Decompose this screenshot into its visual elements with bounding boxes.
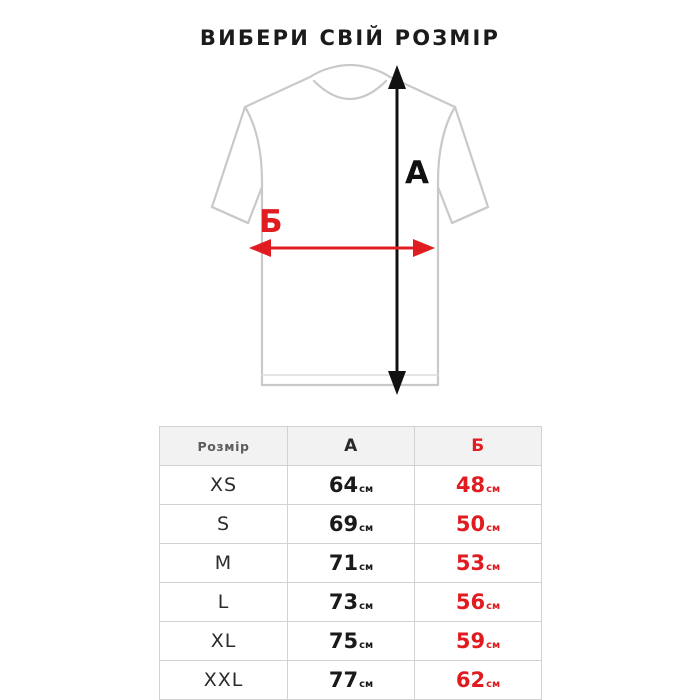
cell-size: L (160, 583, 288, 622)
unit-label: см (486, 484, 501, 495)
size-table-container (159, 426, 541, 700)
tshirt-outline-icon (150, 55, 550, 405)
value-a: 64 (328, 473, 359, 497)
cell-value-b (415, 583, 542, 622)
unit-label: см (359, 640, 374, 651)
cell-value-a (288, 583, 415, 622)
column-header-size: Розмір (160, 427, 288, 466)
cell-size: XL (160, 622, 288, 661)
cell-size: XS (160, 466, 288, 505)
value-b: 59 (455, 629, 486, 653)
cell-value-a (288, 622, 415, 661)
value-b: 56 (455, 590, 486, 614)
value-a: 69 (328, 512, 359, 536)
value-a: 71 (328, 551, 359, 575)
unit-label: см (486, 640, 501, 651)
value-b: 48 (455, 473, 486, 497)
table-row (160, 622, 542, 661)
page-title: ВИБЕРИ СВІЙ РОЗМІР (199, 26, 501, 50)
cell-value-a (288, 466, 415, 505)
unit-label: см (486, 562, 501, 573)
table-row (160, 583, 542, 622)
value-a: 75 (328, 629, 359, 653)
value-b: 50 (455, 512, 486, 536)
column-header-b: Б (415, 427, 542, 466)
value-a: 77 (328, 668, 359, 692)
value-b: 53 (455, 551, 486, 575)
table-header-row (160, 427, 542, 466)
measure-label-a: А (405, 155, 429, 191)
cell-value-b (415, 544, 542, 583)
cell-value-a (288, 661, 415, 700)
measure-label-b: Б (259, 204, 283, 240)
tshirt-measurement-diagram (150, 55, 550, 405)
cell-size: XXL (160, 661, 288, 700)
column-header-a: А (288, 427, 415, 466)
unit-label: см (486, 523, 501, 534)
cell-value-b (415, 466, 542, 505)
cell-size: S (160, 505, 288, 544)
cell-value-a (288, 505, 415, 544)
value-a: 73 (328, 590, 359, 614)
unit-label: см (359, 679, 374, 690)
table-row (160, 466, 542, 505)
horizontal-double-arrow-icon (245, 233, 545, 263)
value-b: 62 (455, 668, 486, 692)
table-row (160, 661, 542, 700)
cell-value-a (288, 544, 415, 583)
size-table (159, 426, 542, 700)
cell-value-b (415, 505, 542, 544)
unit-label: см (359, 601, 374, 612)
unit-label: см (359, 523, 374, 534)
unit-label: см (486, 601, 501, 612)
cell-value-b (415, 622, 542, 661)
table-row (160, 544, 542, 583)
unit-label: см (359, 484, 374, 495)
unit-label: см (359, 562, 374, 573)
unit-label: см (486, 679, 501, 690)
table-row (160, 505, 542, 544)
vertical-double-arrow-icon (382, 55, 412, 405)
cell-size: M (160, 544, 288, 583)
cell-value-b (415, 661, 542, 700)
